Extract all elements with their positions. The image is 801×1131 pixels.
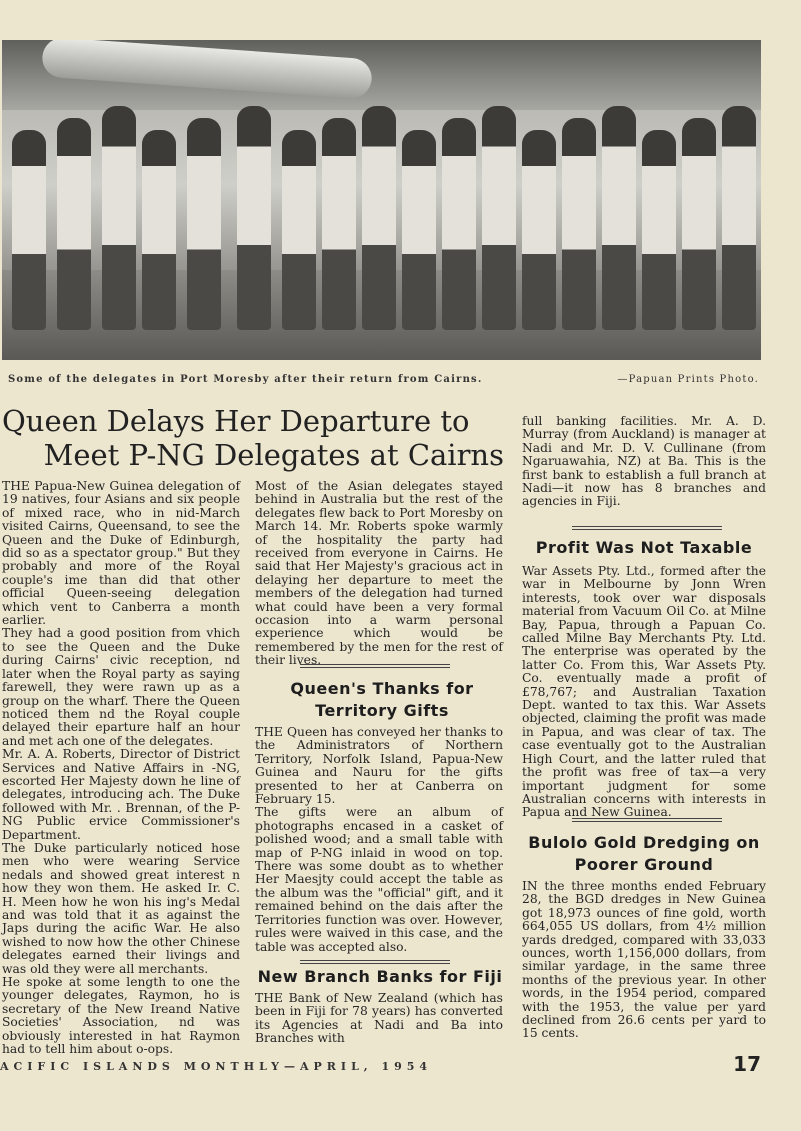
page-number: 17 [733, 1052, 761, 1076]
delegate-figure [57, 118, 91, 330]
article-column-2 [255, 480, 503, 668]
delegate-figure [237, 106, 271, 330]
article-bulolo [522, 880, 766, 1041]
section-divider [300, 960, 450, 964]
main-headline [2, 404, 508, 472]
article-paragraph: The Duke particularly noticed hose men who were wearing Service nedals and showed great interest n how they won them. He asked Ir. C. H. Meen how he won his ing's Medal and was told that it as against the Japs during the acific War. He also wished to now how the other Chinese delegates earned their livings and was old they were all merchants. [2, 840, 240, 976]
delegate-figure [322, 118, 356, 330]
photo-caption: Some of the delegates in Port Moresby after their return from Cairns. [8, 374, 483, 385]
article-queens-thanks [255, 726, 503, 954]
article-paragraph: War Assets Pty. Ltd., formed after the war in Melbourne by Jonn Wren interests, took over war disposals material from Vacuum Oil Co. at Milne Bay, Papua, through a Papuan Co. called Milne Bay Merchants Pty. Ltd. The enterprise was operated by the latter Co. From this, War Assets Pty. Co. eventually made a profit of £78,767; and Australian Taxation Dept. wanted to tax this. War Assets objected, claiming the profit was made in Papua, and was clear of tax. The case eventually got to the Australian High Court, and the latter ruled that the profit was free of tax—a very important judgment for some Australian concerns with interests in Papua and New Guinea. [522, 564, 766, 820]
article-paragraph: Most of the Asian delegates stayed behind in Australia but the rest of the delegates flew back to Port Moresby on March 14. Mr. Roberts spoke warmly of the hospitality the party had received from everyone in Cairns. He said that Her Majesty's gracious act in delaying her departure to meet the members of the delegation had turned what could have been a very formal occasion into a warm personal experience which would be remembered by the men for the rest of their lives. [255, 479, 503, 668]
delegate-figure [282, 130, 316, 330]
section-divider [300, 664, 450, 668]
article-branch-banks [255, 992, 503, 1046]
delegate-figure [187, 118, 221, 330]
delegate-figure [522, 130, 556, 330]
article-paragraph: THE Queen has conveyed her thanks to the Administrators of Northern Territory, Norfolk Island, Papua-New Guinea and Nauru for the gifts presented to her at Canberra on February 15. [255, 725, 503, 807]
subhead-branch-banks: New Branch Banks for Fiji [257, 967, 503, 986]
delegate-figure [482, 106, 516, 330]
page-footer: ACIFIC ISLANDS MONTHLY—APRIL, 1954 [0, 1060, 433, 1073]
delegate-figure [102, 106, 136, 330]
subhead-queens-thanks: Queen's Thanks for Territory Gifts [290, 679, 474, 720]
article-paragraph: THE Papua-New Guinea delegation of 19 natives, four Asians and six people of mixed race, who in nid-March visited Cairns, Queensand, to see the Queen and the Duke of Edinburgh, did so as a spectator group." But they probably and more of the Royal couple's ime than did that other official Queen-seeing delegation which vent to Canberra a month earlier. [2, 479, 240, 628]
subhead-bulolo: Bulolo Gold Dredging on Poorer Ground [528, 833, 760, 874]
delegate-figure [402, 130, 436, 330]
article-continuation: full banking facilities. Mr. A. D. Murray (from Auckland) is manager at Nadi and Mr. D. V. Cullinane (from Ngaruawahia, NZ) at Ba. This is the first bank to establish a full branch at Nadi—it now has 8 branches and agencies in Fiji. [522, 414, 766, 509]
article-paragraph: THE Bank of New Zealand (which has been in Fiji for 78 years) has converted its Agencies at Nadi and Ba into Branches with [255, 991, 503, 1046]
main-headline-line1: Queen Delays Her Departure to [2, 404, 470, 438]
article-profit [522, 565, 766, 820]
delegates-photo [2, 40, 761, 360]
article-paragraph: They had a good position from vhich to see the Queen and the Duke during Cairns' civic reception, nd later when the Royal party as saying farewell, they were rawn up as a group on the wharf. There the Queen noticed them nd the Royal couple delayed their eparture half an hour and met ach one of the delegates. [2, 626, 240, 748]
delegate-figure [562, 118, 596, 330]
delegate-figure [602, 106, 636, 330]
section-divider [572, 526, 722, 530]
delegate-figure [682, 118, 716, 330]
delegate-figure [362, 106, 396, 330]
article-column-3 [522, 415, 766, 509]
main-headline-line2: Meet P-NG Delegates at Cairns [43, 438, 504, 472]
photo-credit: —Papuan Prints Photo. [617, 374, 759, 385]
subhead-profit: Profit Was Not Taxable [535, 538, 753, 557]
article-paragraph: IN the three months ended February 28, the BGD dredges in New Guinea got 18,973 ounces of fine gold, worth 664,055 US dollars, from 4½ million yards dredged, compared with 33,033 ounces, worth 1,156,000 dollars, from similar yardage, in the same three months of the previous year. In other words, in the 1954 period, compared with the 1953, the value per yard declined from 26.6 cents per yard to 15 cents. [522, 879, 766, 1041]
delegate-figure [642, 130, 676, 330]
article-paragraph: The gifts were an album of photographs encased in a casket of polished wood; and a small table with map of P-NG inlaid in wood on top. There was some doubt as to whether Her Maesjty could accept the table as the album was the "official" gift, and it remained behind on the dais after the Territories function was over. However, rules were waived in this case, and the table was accepted also. [255, 805, 503, 954]
article-column-1 [2, 480, 240, 1056]
article-paragraph: Mr. A. A. Roberts, Director of District Services and Native Affairs in -NG, escorted Her Majesty down he line of delegates, introducing ach. The Duke followed with Mr. . Brennan, of the P-NG Public ervice Commissioner's Department. [2, 747, 240, 842]
delegate-figure [142, 130, 176, 330]
delegate-figure [12, 130, 46, 330]
article-paragraph: He spoke at some length to one the younger delegates, Raymon, ho is secretary of the New Ireand Native Societies' Association, nd was obviously interested in hat Raymon had to tell him about o-ops. [2, 975, 240, 1057]
delegate-figure [722, 106, 756, 330]
section-divider [572, 818, 722, 822]
delegate-figure [442, 118, 476, 330]
